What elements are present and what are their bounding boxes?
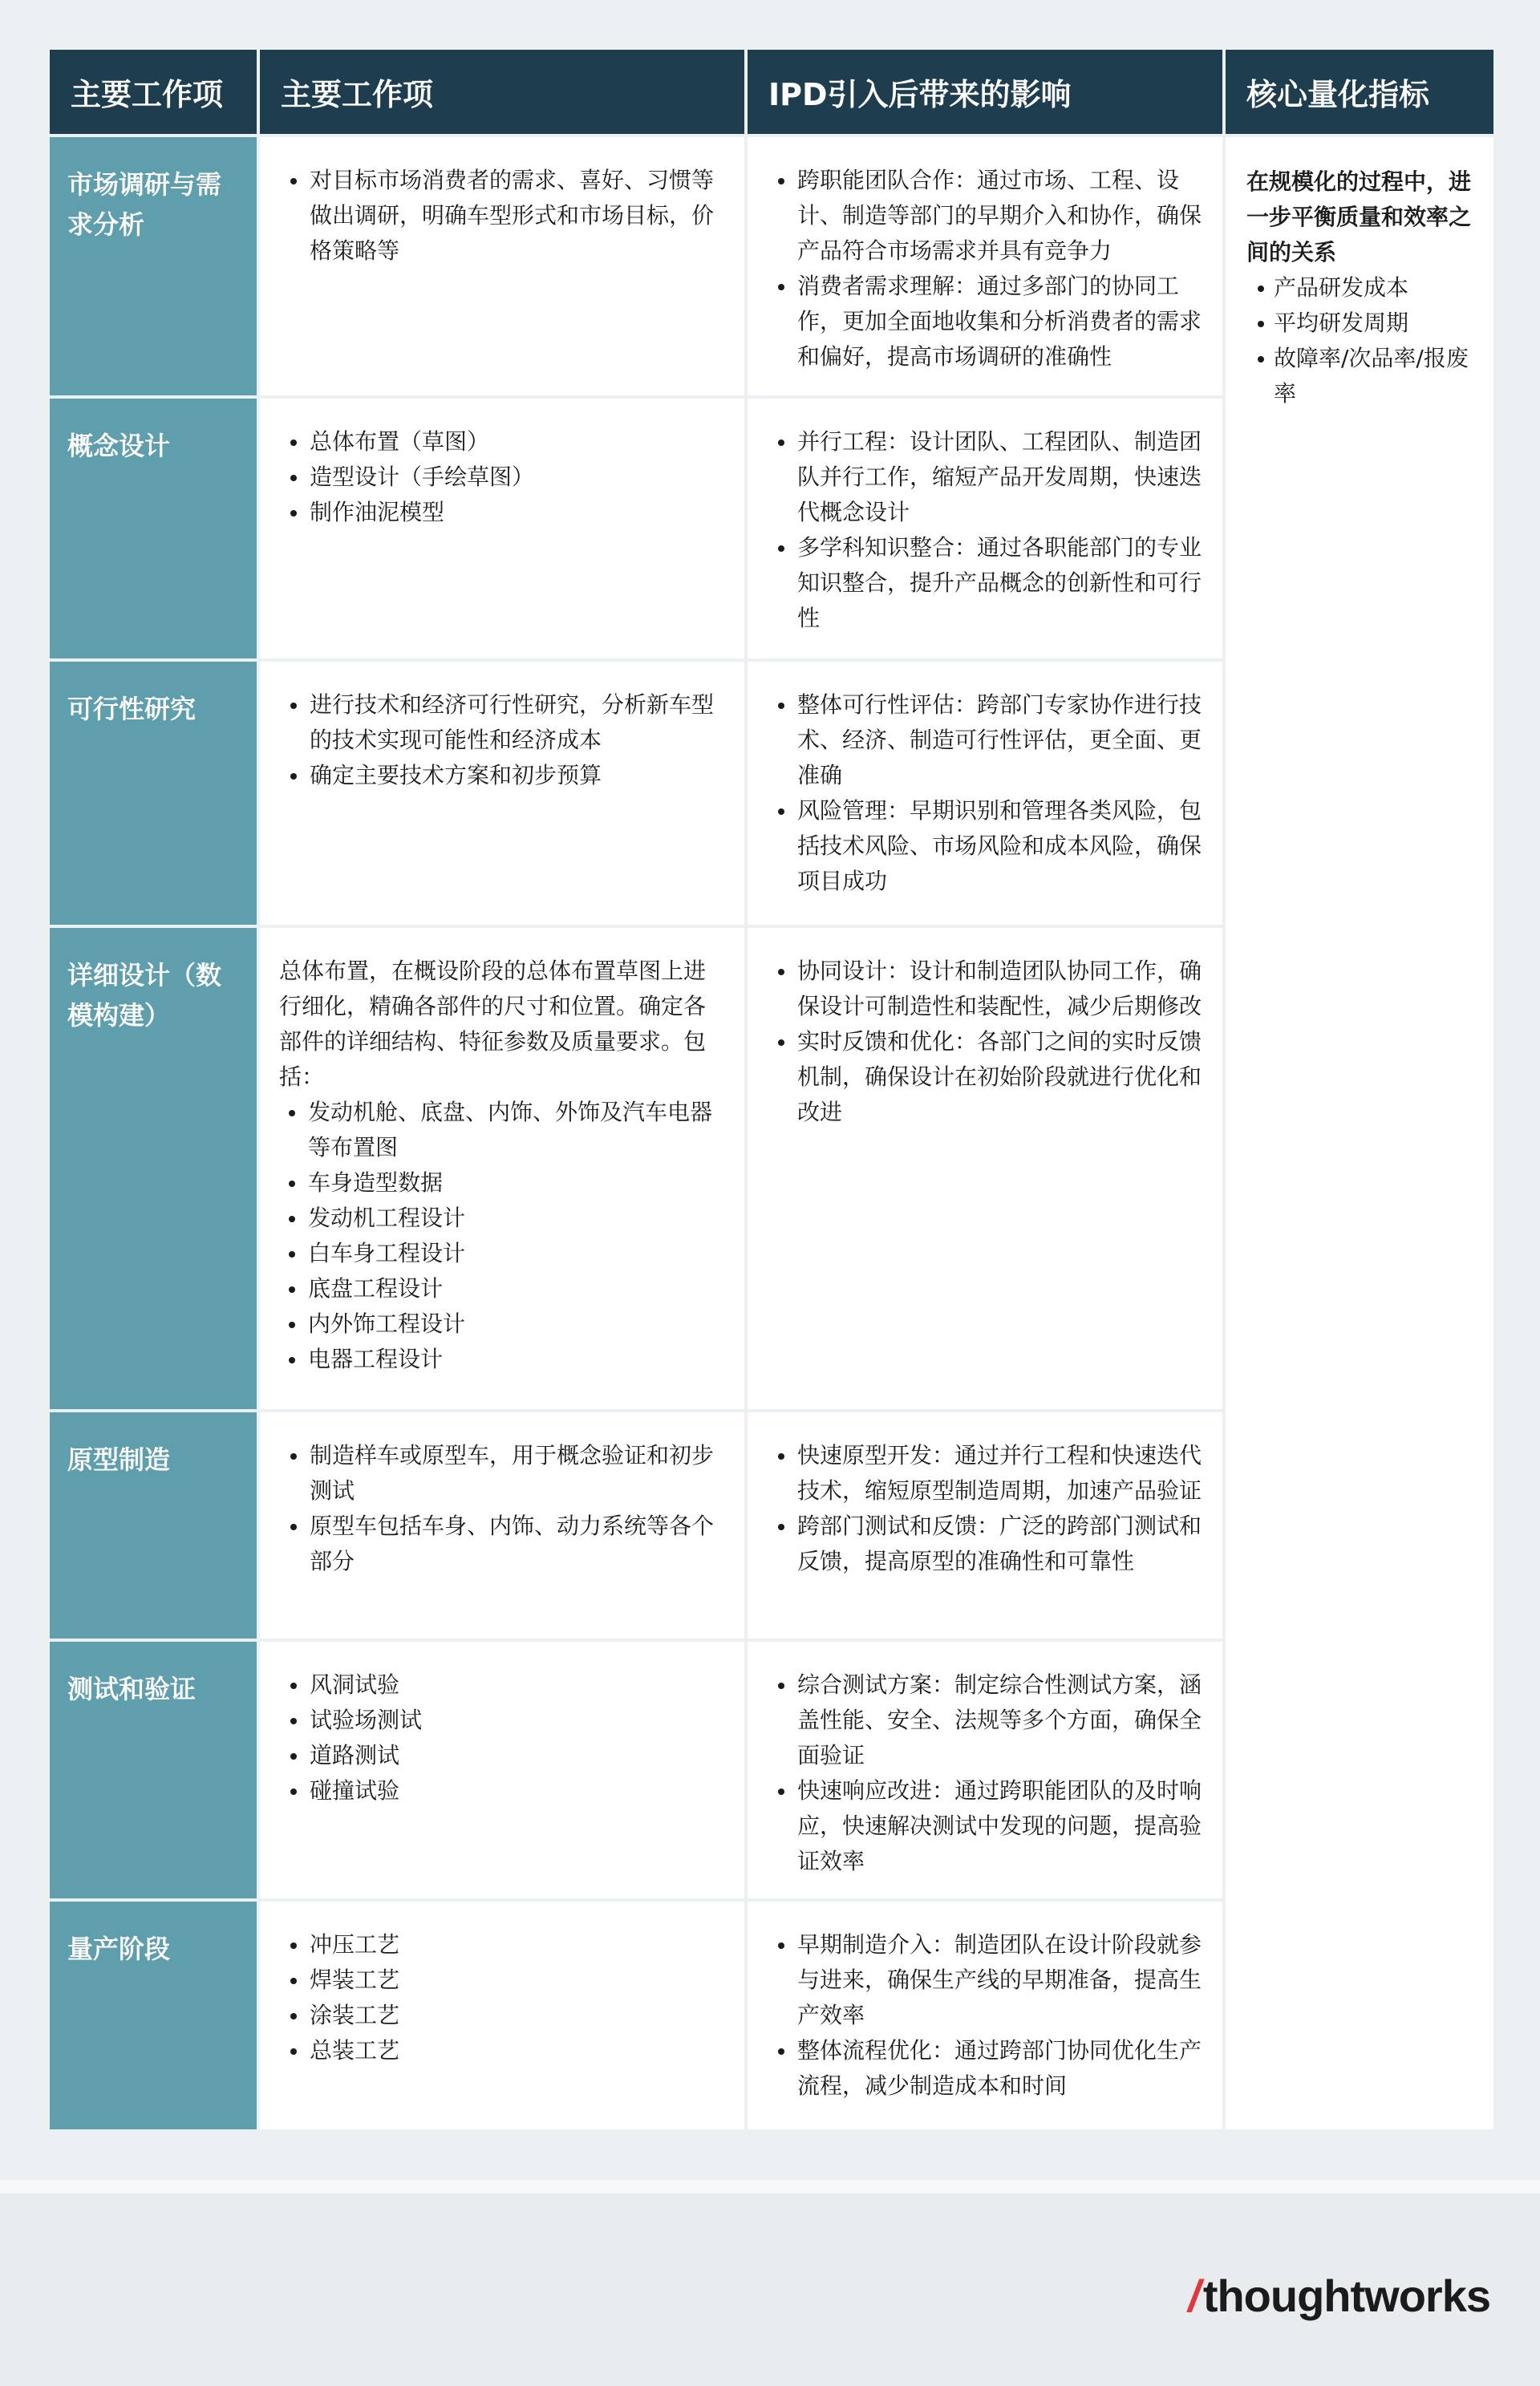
task-item: 电器工程设计 bbox=[279, 1342, 727, 1377]
task-item: 涂装工艺 bbox=[281, 1998, 727, 2033]
task-item: 造型设计（手绘草图） bbox=[281, 460, 727, 495]
stage-mass-production: 量产阶段 bbox=[50, 1902, 257, 2129]
tasks-feasibility bbox=[260, 662, 744, 925]
impact-item: 协同设计：设计和制造团队协同工作，确保设计可制造性和装配性，减少后期修改 bbox=[768, 954, 1205, 1024]
ipd-table bbox=[50, 50, 1490, 2129]
impact-market-research bbox=[748, 137, 1222, 395]
header-impact: IPD引入后带来的影响 bbox=[748, 50, 1222, 134]
kpi-item: 产品研发成本 bbox=[1246, 270, 1476, 306]
tasks-market-research bbox=[260, 137, 744, 395]
logo-wordmark: thoughtworks bbox=[1202, 2271, 1490, 2321]
impact-item: 快速响应改进：通过跨职能团队的及时响应，快速解决测试中发现的问题，提高验证效率 bbox=[768, 1773, 1205, 1879]
thoughtworks-logo bbox=[1188, 2270, 1490, 2322]
header-kpi: 核心量化指标 bbox=[1226, 50, 1493, 134]
task-item: 底盘工程设计 bbox=[279, 1271, 727, 1306]
impact-item: 风险管理：早期识别和管理各类风险，包括技术风险、市场风险和成本风险，确保项目成功 bbox=[768, 793, 1205, 899]
task-item: 确定主要技术方案和初步预算 bbox=[281, 758, 727, 793]
stage-concept-design: 概念设计 bbox=[50, 399, 257, 658]
task-item: 焊装工艺 bbox=[281, 1963, 727, 1998]
impact-item: 整体流程优化：通过跨部门协同优化生产流程，减少制造成本和时间 bbox=[768, 2033, 1205, 2104]
kpi-item: 平均研发周期 bbox=[1246, 306, 1476, 341]
impact-item: 跨职能团队合作：通过市场、工程、设计、制造等部门的早期介入和协作，确保产品符合市场需求并具有竞争力 bbox=[768, 163, 1205, 269]
kpi-title: 在规模化的过程中，进一步平衡质量和效率之间的关系 bbox=[1246, 168, 1472, 265]
kpi-column bbox=[1226, 137, 1493, 2129]
task-item: 试验场测试 bbox=[281, 1703, 727, 1738]
impact-prototype bbox=[748, 1412, 1222, 1639]
impact-item: 整体可行性评估：跨部门专家协作进行技术、经济、制造可行性评估，更全面、更准确 bbox=[768, 687, 1205, 793]
task-item: 进行技术和经济可行性研究，分析新车型的技术实现可能性和经济成本 bbox=[281, 687, 727, 758]
task-item: 白车身工程设计 bbox=[279, 1236, 727, 1271]
impact-feasibility bbox=[748, 662, 1222, 925]
task-item: 风洞试验 bbox=[281, 1667, 727, 1703]
header-tasks: 主要工作项 bbox=[260, 50, 744, 134]
kpi-item: 故障率/次品率/报废率 bbox=[1246, 341, 1476, 411]
task-item: 内外饰工程设计 bbox=[279, 1306, 727, 1342]
stage-detailed-design: 详细设计（数模构建） bbox=[50, 928, 257, 1409]
impact-item: 跨部门测试和反馈：广泛的跨部门测试和反馈，提高原型的准确性和可靠性 bbox=[768, 1509, 1205, 1579]
tasks-detailed-design bbox=[260, 928, 744, 1409]
impact-item: 快速原型开发：通过并行工程和快速迭代技术，缩短原型制造周期，加速产品验证 bbox=[768, 1438, 1205, 1509]
impact-detailed-design bbox=[748, 928, 1222, 1409]
task-item: 对目标市场消费者的需求、喜好、习惯等做出调研，明确车型形式和市场目标，价格策略等 bbox=[281, 163, 727, 269]
task-item: 道路测试 bbox=[281, 1738, 727, 1773]
task-item: 原型车包括车身、内饰、动力系统等各个部分 bbox=[281, 1509, 727, 1579]
impact-item: 早期制造介入：制造团队在设计阶段就参与进来，确保生产线的早期准备，提高生产效率 bbox=[768, 1927, 1205, 2033]
task-intro: 总体布置，在概设阶段的总体布置草图上进行细化，精确各部件的尺寸和位置。确定各部件的详细结构、特征参数及质量要求。包括： bbox=[279, 958, 707, 1090]
logo-slash-icon: / bbox=[1188, 2271, 1200, 2321]
impact-item: 消费者需求理解：通过多部门的协同工作，更加全面地收集和分析消费者的需求和偏好，提高市场调研的准确性 bbox=[768, 269, 1205, 375]
impact-mass-production bbox=[748, 1902, 1222, 2129]
task-item: 制作油泥模型 bbox=[281, 495, 727, 530]
task-item: 总体布置（草图） bbox=[281, 424, 727, 460]
task-item: 制造样车或原型车，用于概念验证和初步测试 bbox=[281, 1438, 727, 1509]
footer-divider bbox=[0, 2180, 1540, 2194]
impact-item: 实时反馈和优化：各部门之间的实时反馈机制，确保设计在初始阶段就进行优化和改进 bbox=[768, 1024, 1205, 1130]
task-item: 碰撞试验 bbox=[281, 1773, 727, 1809]
impact-item: 并行工程：设计团队、工程团队、制造团队并行工作，缩短产品开发周期，快速迭代概念设计 bbox=[768, 424, 1205, 530]
tasks-prototype bbox=[260, 1412, 744, 1639]
stage-testing: 测试和验证 bbox=[50, 1642, 257, 1898]
tasks-mass-production bbox=[260, 1902, 744, 2129]
stage-feasibility: 可行性研究 bbox=[50, 662, 257, 925]
header-stage: 主要工作项 bbox=[50, 50, 257, 134]
task-item: 总装工艺 bbox=[281, 2033, 727, 2068]
task-item: 车身造型数据 bbox=[279, 1165, 727, 1201]
task-item: 发动机工程设计 bbox=[279, 1201, 727, 1236]
tasks-concept-design bbox=[260, 399, 744, 658]
task-item: 发动机舱、底盘、内饰、外饰及汽车电器等布置图 bbox=[279, 1095, 727, 1165]
impact-concept-design bbox=[748, 399, 1222, 658]
tasks-testing bbox=[260, 1642, 744, 1898]
impact-testing bbox=[748, 1642, 1222, 1898]
impact-item: 多学科知识整合：通过各职能部门的专业知识整合，提升产品概念的创新性和可行性 bbox=[768, 530, 1205, 636]
task-item: 冲压工艺 bbox=[281, 1927, 727, 1963]
impact-item: 综合测试方案：制定综合性测试方案，涵盖性能、安全、法规等多个方面，确保全面验证 bbox=[768, 1667, 1205, 1773]
stage-prototype: 原型制造 bbox=[50, 1412, 257, 1639]
stage-market-research: 市场调研与需求分析 bbox=[50, 137, 257, 395]
